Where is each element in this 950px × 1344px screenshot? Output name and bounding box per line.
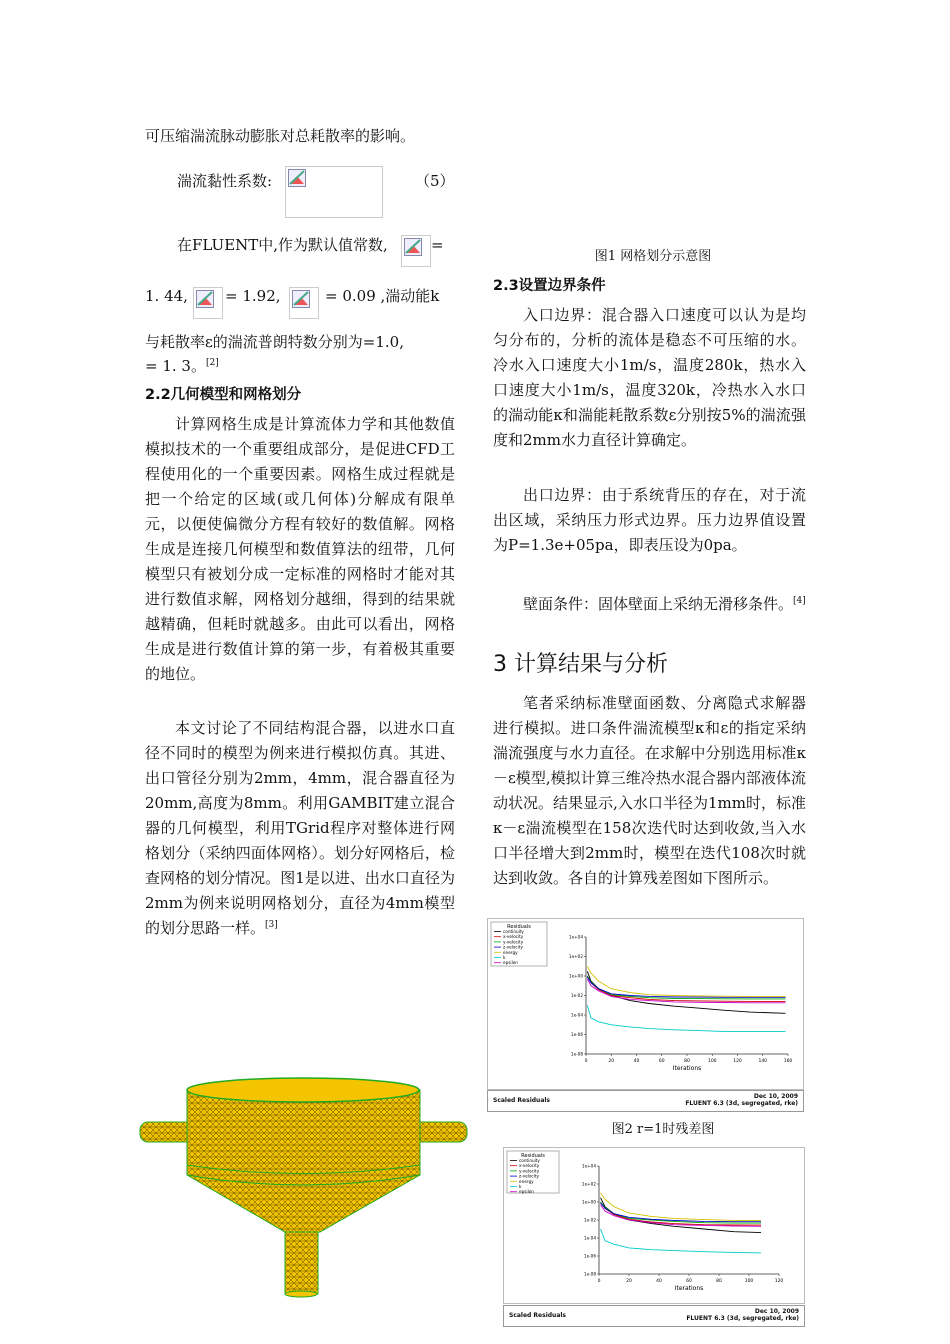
legend-item-epsilon: epsilon [519, 1189, 534, 1195]
y-tick-label: 1e-08 [583, 1271, 596, 1277]
plot-1-status-bar [487, 1090, 804, 1112]
legend-title: Residuals [521, 1153, 545, 1159]
figure-2-caption: 图2 r=1时残差图 [611, 1122, 715, 1137]
status-date: Dec 10, 2009 [753, 1093, 798, 1100]
y-tick-label: 1e+02 [568, 954, 583, 959]
status-date: Dec 10, 2009 [754, 1308, 799, 1315]
broken-image-icon [288, 169, 306, 187]
x-tick-label: 60 [658, 1059, 665, 1064]
citation-2: [2] [205, 358, 219, 368]
residuals-chart-1 [488, 919, 803, 1089]
figure-1-caption: 图1 网格划分示意图 [594, 249, 712, 264]
legend-item-z-velocity: z-velocity [503, 944, 523, 950]
legend-item-x-velocity: x-velocity [519, 1163, 540, 1169]
symbol-image-1 [401, 235, 431, 267]
x-tick-label: 100 [707, 1059, 717, 1064]
figure-1-mesh [135, 1070, 470, 1300]
series-line-continuity [587, 971, 785, 1013]
y-tick-label: 1e-08 [570, 1051, 583, 1057]
legend-item-x-velocity: x-velocity [503, 934, 524, 940]
legend-item-z-velocity: z-velocity [519, 1173, 539, 1179]
y-tick-label: 1e+02 [581, 1181, 596, 1187]
series-line-z-velocity [587, 977, 785, 997]
paragraph-continuation: 可压缩湍流脉动膨胀对总耗散率的影响。 [145, 127, 416, 145]
y-tick-label: 1e+04 [568, 934, 583, 940]
legend-item-y-velocity: y-velocity [503, 939, 524, 945]
legend-item-continuity: continuity [519, 1158, 540, 1163]
series-line-k [601, 1229, 762, 1253]
paragraph-results: 笔者采纳标准壁面函数、分离隐式求解器进行模拟。进口条件湍流模型κ和ε的指定采纳湍流强度与水力直径。在求解中分别选用标准κ－ε模型,模拟计算三维冷热水混合器内部液体流动状况。结果显示,入水口半径为1mm时，标准κ－ε湍流模型在158次迭代时达到收敛,当入水口半径增大到2mm时，模型在迭代108次时就达到收敛。各自的计算残差图如下图所示。 [493, 694, 806, 887]
paragraph-wall-text: 壁面条件：固体壁面上采纳无滑移条件。 [523, 595, 794, 613]
y-tick-label: 1e+00 [568, 973, 583, 979]
legend-item-energy: energy [503, 949, 518, 955]
y-tick-label: 1e-04 [583, 1235, 596, 1241]
x-tick-label: 80 [684, 1059, 690, 1064]
x-tick-label: 0 [597, 1279, 601, 1284]
broken-image-icon [196, 290, 214, 308]
legend-item-k: k [519, 1184, 522, 1189]
legend-item-k: k [503, 955, 506, 960]
status-left: Scaled Residuals [509, 1312, 566, 1319]
section-heading-2-3: 2.3设置边界条件 [493, 278, 606, 294]
residuals-chart-2 [504, 1148, 804, 1303]
eq5-label: 湍流黏性系数: [177, 172, 273, 190]
text-fluent-d: = 1.92, [225, 287, 281, 305]
y-tick-label: 1e-02 [570, 993, 583, 998]
text-fluent-f: 与耗散率ε的湍流普朗特数分别为=1.0, [145, 333, 404, 351]
x-tick-label: 120 [733, 1059, 742, 1064]
plot-2-status-bar [503, 1305, 805, 1327]
legend-item-epsilon: epsilon [503, 960, 518, 966]
x-tick-label: 40 [633, 1059, 640, 1064]
text-fluent-c: 1. 44, [145, 287, 188, 305]
y-tick-label: 1e+00 [581, 1199, 596, 1205]
x-tick-label: 120 [774, 1279, 784, 1284]
x-tick-label: 140 [758, 1059, 768, 1064]
legend-title: Residuals [507, 924, 531, 930]
section-heading-2-2: 2.2几何模型和网格划分 [145, 387, 302, 403]
text-fluent-g: = 1. 3。 [145, 357, 206, 375]
series-line-y-velocity [601, 1202, 762, 1223]
paragraph-inlet: 入口边界：混合器入口速度可以认为是均匀分布的，分析的流体是稳态不可压缩的水。冷水入口速度大小1m/s，温度280k，热水入口速度大小1m/s，温度320k，冷热水入水口的湍动能κ和湍能耗散系数ε分别按5%的湍流强度和2mm水力直径计算确定。 [493, 306, 806, 449]
status-right [686, 1308, 799, 1322]
paragraph-model-text: 本文讨论了不同结构混合器，以进水口直径不同时的模型为例来进行模拟仿真。其进、出口管径分别为2mm，4mm，混合器直径为20mm,高度为8mm。利用GAMBIT建立混合器的几何模型，利用TGrid程序对整体进行网格划分（采纳四面体网格）。划分好网格后，检查网格的划分情况。图1是以进、出水口直径为2mm为例来说明网格划分，直径为4mm模型的划分思路一样。 [145, 719, 455, 937]
series-line-energy [587, 966, 785, 996]
x-tick-label: 40 [656, 1279, 662, 1284]
paragraph-wall [493, 592, 806, 617]
text-fluent-e: = 0.09 ,湍动能k [325, 287, 440, 305]
x-tick-label: 80 [716, 1279, 722, 1284]
paragraph-model [145, 716, 455, 941]
equation-5 [177, 166, 467, 218]
symbol-image-2 [193, 287, 223, 319]
y-tick-label: 1e-02 [583, 1217, 596, 1223]
section-heading-3: 3 计算结果与分析 [493, 652, 668, 677]
x-tick-label: 100 [744, 1279, 754, 1284]
broken-image-icon [404, 238, 422, 256]
eq5-number: （5） [415, 172, 455, 190]
residuals-plot-2 [503, 1147, 805, 1304]
paragraph-outlet: 出口边界：由于系统背压的存在，对于流出区域，采纳压力形式边界。压力边界值设置为P=1.3e+05pa，即表压设为0pa。 [493, 486, 806, 554]
series-line-continuity [601, 1198, 762, 1233]
status-left: Scaled Residuals [493, 1097, 550, 1104]
y-tick-label: 1e+04 [581, 1163, 596, 1169]
y-tick-label: 1e-06 [570, 1032, 583, 1037]
citation-3: [3] [265, 920, 278, 930]
y-tick-label: 1e-06 [583, 1253, 596, 1259]
legend-item-y-velocity: y-velocity [519, 1168, 540, 1174]
x-tick-label: 60 [686, 1279, 692, 1284]
x-axis-label: Iterations [672, 1065, 702, 1072]
status-solver: FLUENT 6.3 (3d, segregated, rke) [685, 1100, 798, 1107]
citation-4: [4] [793, 596, 806, 606]
mixer-body [140, 1078, 467, 1297]
y-tick-label: 1e-04 [570, 1012, 583, 1018]
status-right [685, 1093, 798, 1107]
text-fluent-b: = [431, 236, 444, 254]
paragraph-mesh: 计算网格生成是计算流体力学和其他数值模拟技术的一个重要组成部分，是促进CFD工程使用化的一个重要因素。网格生成过程就是把一个给定的区域(或几何体)分解成有限单元，以便使偏微分方程有较好的数值解。网格生成是连接几何模型和数值算法的纽带，几何模型只有被划分成一定标准的网格时才能对其进行数值求解，网格划分越细，得到的结果就越精确，但耗时就越多。由此可以看出，网格生成是进行数值计算的第一步，有着极其重要的地位。 [145, 415, 455, 683]
legend-item-continuity: continuity [503, 929, 524, 934]
equation-image [285, 166, 383, 218]
x-tick-label: 20 [608, 1059, 615, 1064]
status-solver: FLUENT 6.3 (3d, segregated, rke) [686, 1315, 799, 1322]
paragraph-fluent [145, 233, 455, 373]
series-line-k [587, 1005, 785, 1031]
symbol-image-3 [289, 287, 319, 319]
x-tick-label: 0 [584, 1059, 588, 1064]
text-fluent-a: 在FLUENT中,作为默认值常数, [177, 236, 388, 254]
x-axis-label: Iterations [674, 1285, 704, 1292]
residuals-plot-1 [487, 918, 804, 1090]
broken-image-icon [292, 290, 310, 308]
x-tick-label: 160 [783, 1059, 793, 1064]
legend-item-energy: energy [519, 1178, 534, 1184]
x-tick-label: 20 [626, 1279, 632, 1284]
